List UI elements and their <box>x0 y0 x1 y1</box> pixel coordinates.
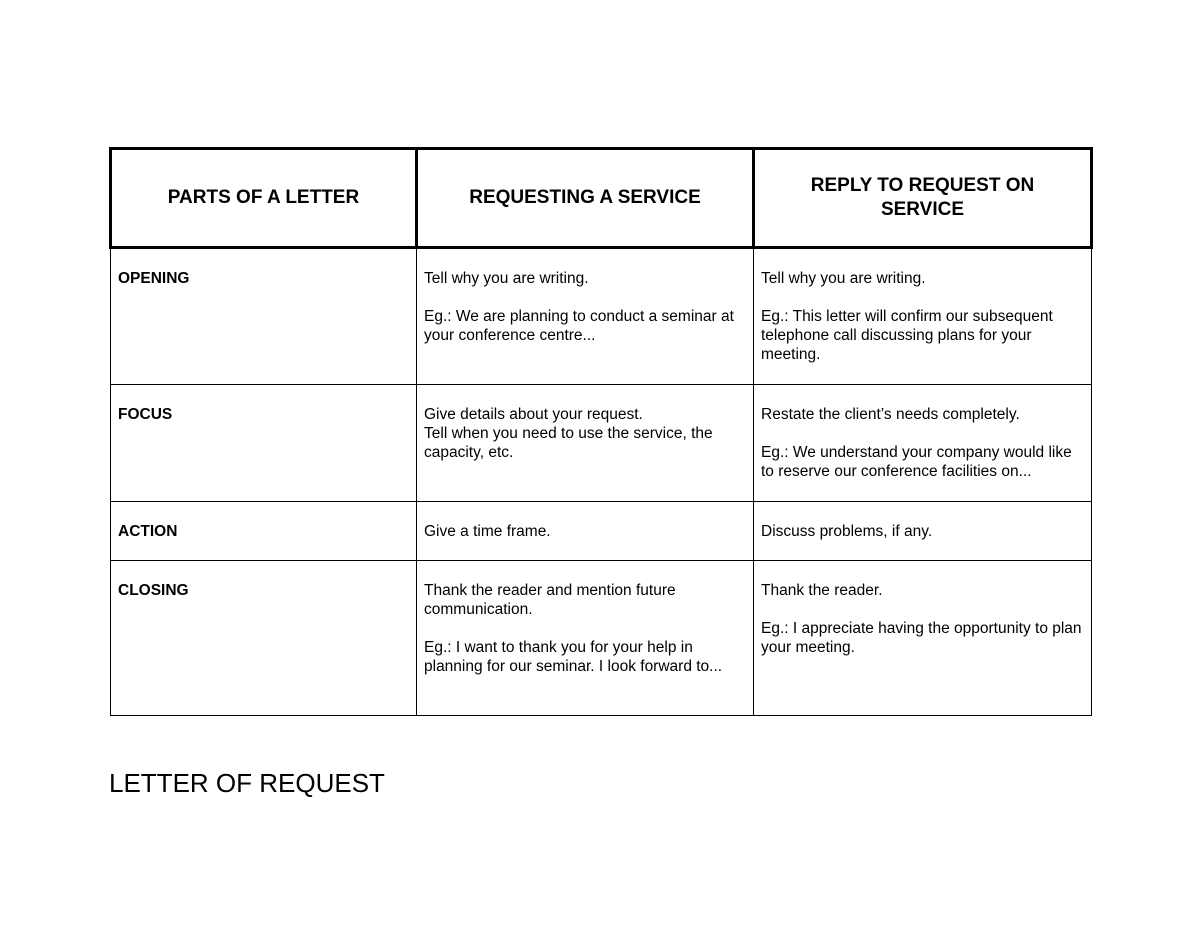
request-cell-closing <box>417 561 754 716</box>
part-label-action: ACTION <box>111 502 417 561</box>
reply-opening-instruction: Tell why you are writing. <box>761 270 926 287</box>
reply-cell-closing <box>754 561 1092 716</box>
letter-parts-table <box>109 147 1093 716</box>
request-cell-action <box>417 502 754 561</box>
request-closing-instruction: Thank the reader and mention future communication. <box>424 582 676 618</box>
request-opening-example: Eg.: We are planning to conduct a seminar at your conference centre... <box>424 308 734 344</box>
header-parts-of-letter: PARTS OF A LETTER <box>111 149 417 248</box>
request-focus-instruction: Give details about your request. <box>424 406 643 423</box>
table-header-row <box>111 149 1092 248</box>
reply-focus-instruction: Restate the client’s needs completely. <box>761 406 1020 423</box>
request-focus-detail: Tell when you need to use the service, the capacity, etc. <box>424 425 713 461</box>
part-label-closing: CLOSING <box>111 561 417 716</box>
reply-closing-instruction: Thank the reader. <box>761 582 883 599</box>
reply-action-instruction: Discuss problems, if any. <box>761 523 933 540</box>
part-label-opening: OPENING <box>111 248 417 385</box>
reply-cell-action <box>754 502 1092 561</box>
reply-cell-opening <box>754 248 1092 385</box>
request-opening-instruction: Tell why you are writing. <box>424 270 589 287</box>
request-closing-example: Eg.: I want to thank you for your help in planning for our seminar. I look forward to... <box>424 639 723 675</box>
header-requesting-service: REQUESTING A SERVICE <box>417 149 754 248</box>
reply-cell-focus <box>754 385 1092 502</box>
reply-closing-example: Eg.: I appreciate having the opportunity to plan your meeting. <box>761 620 1082 656</box>
table-row-action <box>111 502 1092 561</box>
header-reply-to-request: REPLY TO REQUEST ON SERVICE <box>754 149 1092 248</box>
part-label-focus: FOCUS <box>111 385 417 502</box>
table-row-opening <box>111 248 1092 385</box>
reply-opening-example: Eg.: This letter will confirm our subsequent telephone call discussing plans for your meeting. <box>761 308 1053 363</box>
table-row-closing <box>111 561 1092 716</box>
table-row-focus <box>111 385 1092 502</box>
request-cell-opening <box>417 248 754 385</box>
reply-focus-example: Eg.: We understand your company would like to reserve our conference facilities on... <box>761 444 1072 480</box>
request-action-instruction: Give a time frame. <box>424 523 551 540</box>
section-heading: LETTER OF REQUEST <box>109 768 385 798</box>
request-cell-focus <box>417 385 754 502</box>
